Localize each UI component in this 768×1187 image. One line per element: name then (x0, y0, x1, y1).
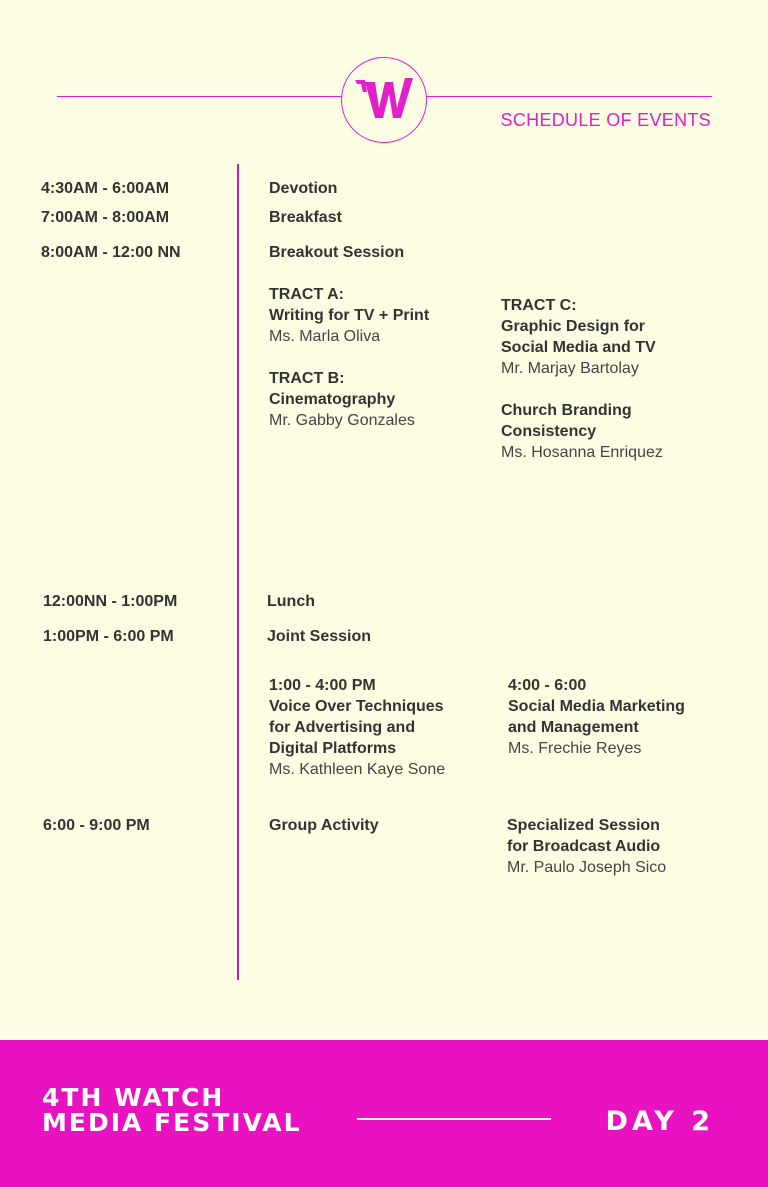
voice-time: 1:00 - 4:00 PM (269, 677, 376, 694)
header-rule-right (426, 96, 712, 97)
branding-title-1: Church Branding (501, 402, 632, 419)
tract-a-speaker: Ms. Marla Oliva (269, 328, 381, 345)
special-title-2: for Broadcast Audio (507, 838, 661, 855)
time-group: 6:00 - 9:00 PM (43, 817, 150, 834)
event-joint: Joint Session (267, 628, 372, 645)
voice-title-1: Voice Over Techniques (269, 698, 444, 715)
tract-a-title: Writing for TV + Print (269, 307, 430, 324)
event-group: Group Activity (269, 817, 379, 834)
footer-rule (357, 1118, 551, 1120)
event-breakout: Breakout Session (269, 244, 405, 261)
day-label: DAY 2 (605, 1106, 714, 1137)
timeline-divider (237, 164, 239, 980)
watch-logo (341, 57, 427, 143)
special-title-1: Specialized Session (507, 817, 660, 834)
tract-c-label: TRACT C: (501, 297, 577, 314)
social-time: 4:00 - 6:00 (508, 677, 587, 694)
tract-b-speaker: Mr. Gabby Gonzales (269, 412, 415, 429)
time-breakfast: 7:00AM - 8:00AM (41, 209, 170, 226)
tract-a-label: TRACT A: (269, 286, 344, 303)
voice-title-3: Digital Platforms (269, 740, 397, 757)
time-joint: 1:00PM - 6:00 PM (43, 628, 174, 645)
event-breakfast: Breakfast (269, 209, 342, 226)
event-lunch: Lunch (267, 593, 315, 610)
festival-name (42, 1085, 302, 1135)
header-rule-left (57, 96, 342, 97)
event-devotion: Devotion (269, 180, 338, 197)
social-speaker: Ms. Frechie Reyes (508, 740, 642, 757)
festival-name-line1: 4TH WATCH (42, 1083, 225, 1112)
branding-speaker: Ms. Hosanna Enriquez (501, 444, 663, 461)
tract-c-title-2: Social Media and TV (501, 339, 656, 356)
schedule-title: SCHEDULE OF EVENTS (500, 110, 711, 130)
voice-title-2: for Advertising and (269, 719, 416, 736)
tract-c-title-1: Graphic Design for (501, 318, 646, 335)
time-breakout: 8:00AM - 12:00 NN (41, 244, 181, 261)
time-devotion: 4:30AM - 6:00AM (41, 180, 170, 197)
special-speaker: Mr. Paulo Joseph Sico (507, 859, 667, 876)
branding-title-2: Consistency (501, 423, 597, 440)
social-title-2: and Management (508, 719, 639, 736)
tract-b-title: Cinematography (269, 391, 396, 408)
tract-b-label: TRACT B: (269, 370, 345, 387)
voice-speaker: Ms. Kathleen Kaye Sone (269, 761, 446, 778)
festival-name-line2: MEDIA FESTIVAL (42, 1108, 302, 1137)
social-title-1: Social Media Marketing (508, 698, 685, 715)
time-lunch: 12:00NN - 1:00PM (43, 593, 178, 610)
watch-w-logo-icon (353, 76, 415, 122)
tract-c-speaker: Mr. Marjay Bartolay (501, 360, 639, 377)
